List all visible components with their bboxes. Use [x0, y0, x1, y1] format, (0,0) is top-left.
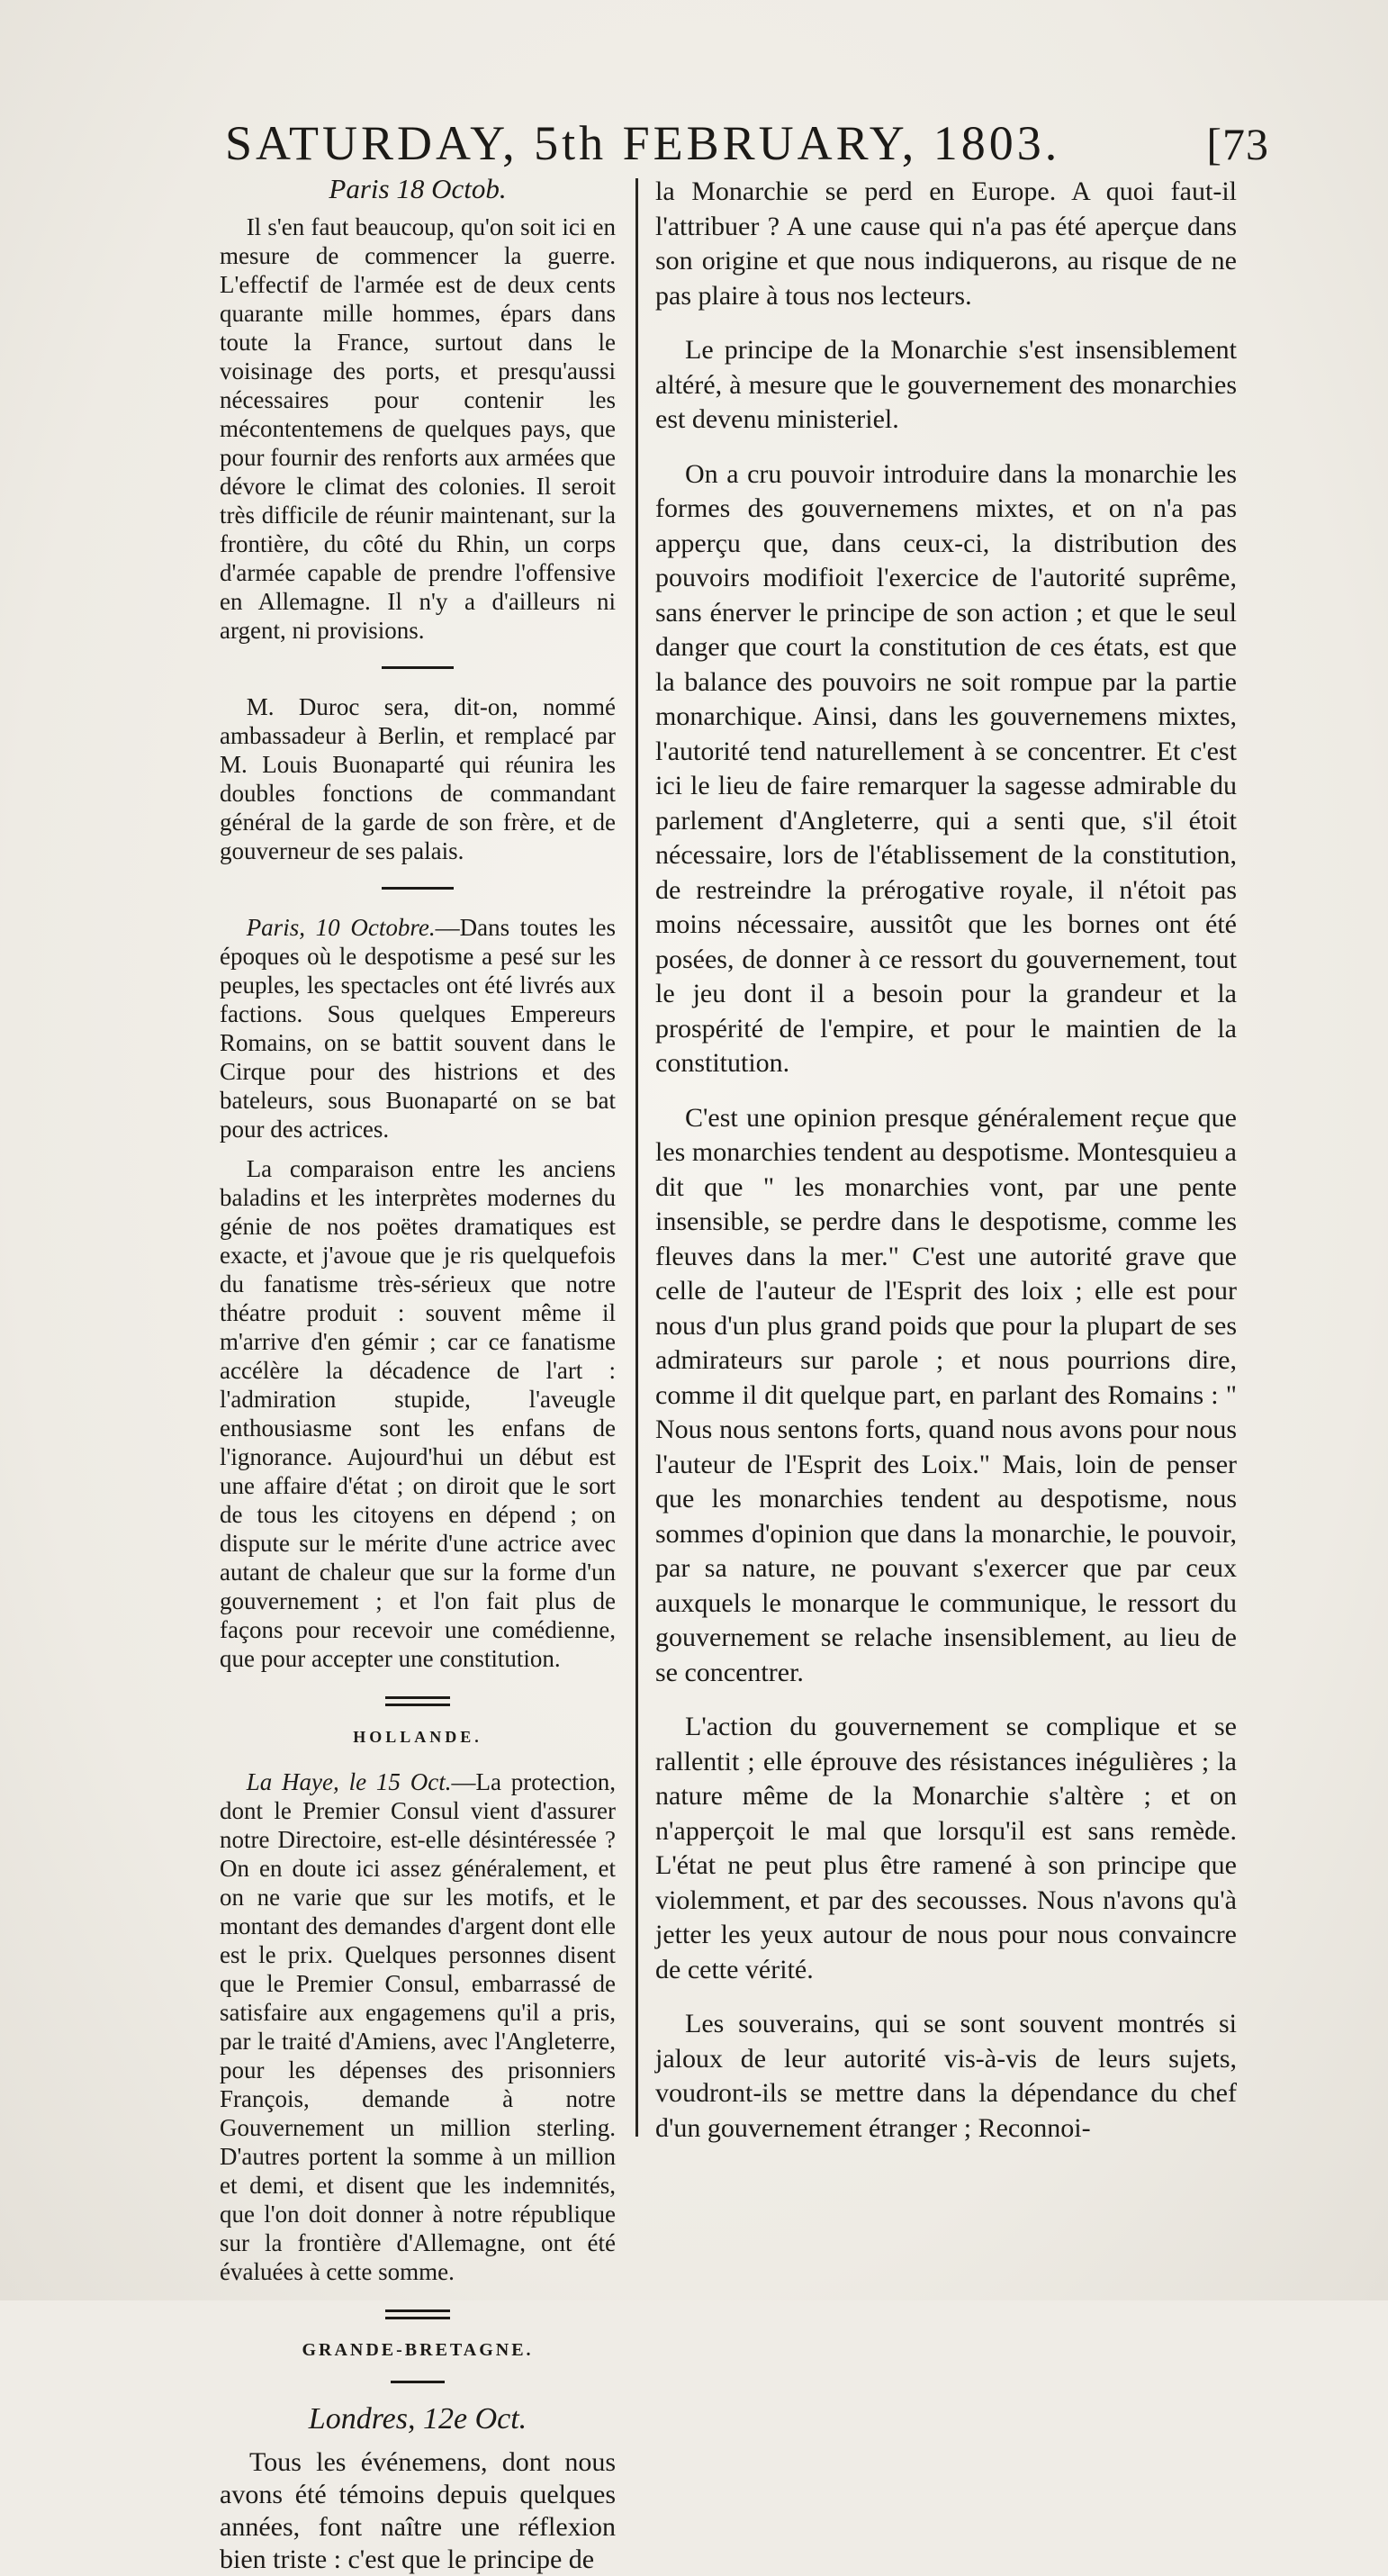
separator-rule	[391, 2381, 445, 2383]
dateline-la-haye: La Haye, le 15 Oct.	[246, 1768, 452, 1795]
article-paris-army: Il s'en faut beaucoup, qu'on soit ici en mesure de commencer la guerre. L'effectif de l'armée est de deux cents quarante mille hommes, épars dans toute la France, surtout dans le voisinage des ports, et presqu'aussi nécessaires pour contenir les mécontentemens de quelques pays, que pour fournir des renforts aux armées que dévore le climat des colonies. Il seroit très difficile de réunir maintenant, sur la frontière, du côté du Rhin, un corps d'armée capable de prendre l'offensive en Allemagne. Il n'y a d'ailleurs ni argent, ni provisions.	[220, 213, 616, 644]
separator-rule	[382, 887, 454, 890]
double-separator	[385, 2309, 450, 2319]
article-duroc: M. Duroc sera, dit-on, nommé ambassadeur à Berlin, et remplacé par M. Louis Buonaparté qui réunira les doubles fonctions de commandant général de la garde de son frère, et de gouverneur de ses palais.	[220, 693, 616, 864]
article-la-haye	[220, 1767, 616, 2286]
left-column	[220, 175, 616, 2576]
article-spectacles-text: —Dans toutes les époques où le despotisme a pesé sur les peuples, les spectacles ont été livrés aux factions. Sous quelques Empereurs Romains, on se battit souvent dans le Cirque pour des histrions et des bateleurs, sous Buonaparté on se bat pour des actrices.	[220, 914, 616, 1143]
article-comparaison: La comparaison entre les anciens baladins et les interprètes modernes du génie de nos poëtes dramatiques est exacte, et j'avoue que je ris quelquefois du fanatisme très-sérieux que notre théatre produit : souvent même il m'arrive d'en gémir ; car ce fanatisme accélère la décadence de l'art : l'admiration stupide, l'aveugle enthousiasme sont les enfans de l'ignorance. Aujourd'hui un début est une affaire d'état ; on diroit que le sort de tous les citoyens en dépend ; on dispute sur le mérite d'une actrice avec autant de chaleur que sur la forme d'un gouvernement ; et l'on fait plus de façons pour recevoir une comédienne, que pour accepter une constitution.	[220, 1155, 616, 1672]
article-principe: Le principe de la Monarchie s'est insensiblement altéré, à mesure que le gouvernement des monarchies est devenu ministeriel.	[655, 335, 1237, 434]
dateline-paris-18: Paris 18 Octob.	[329, 173, 507, 204]
masthead	[225, 115, 1269, 178]
column-divider	[635, 178, 638, 2137]
section-grande-bretagne: GRANDE-BRETAGNE.	[302, 2340, 534, 2360]
dateline-paris-10: Paris, 10 Octobre.	[246, 914, 436, 941]
right-column	[655, 175, 1237, 2146]
issue-date: SATURDAY, 5th FEBRUARY, 1803.	[225, 116, 1061, 170]
article-londres-start: Tous les événemens, dont nous avons été témoins depuis quelques années, font naître une réflexion bien triste : c'est que le principe de	[220, 2447, 616, 2574]
separator-rule	[382, 666, 454, 669]
article-monarchie-cont: la Monarchie se perd en Europe. A quoi faut-il l'attribuer ? A une cause qui n'a pas été aperçue dans son origine et que nous indiquerons, au risque de ne pas plaire à tous nos lecteurs.	[655, 176, 1237, 311]
article-despotisme: C'est une opinion presque généralement reçue que les monarchies tendent au despotisme. Montesquieu a dit que " les monarchies vont, par une pente insensible, se perdre dans le despotisme, comme les fleuves dans la mer." C'est une autorité grave que celle de l'auteur de l'Esprit des loix ; elle est pour nous d'un plus grand poids que pour la plupart de ses admirateurs sur parole ; et nous pourrions dire, comme il dit quelque part, en parlant des Romains : " Nous nous sentons forts, quand nous avons pour nous l'auteur de l'Esprit des Loix." Mais, loin de penser que les monarchies tendent au despotisme, nous sommes d'opinion que dans la monarchie, le pouvoir, par sa nature, ne pouvant s'exercer que par ceux auxquels le monarque le communique, le ressort du gouvernement se relache insensiblement, au lieu de se concentrer.	[655, 1102, 1237, 1687]
double-separator	[385, 1696, 450, 1706]
page-number: [73	[1206, 119, 1269, 169]
dateline-londres: Londres, 12e Oct.	[308, 2402, 527, 2436]
article-action-gouvernement: L'action du gouvernement se complique et se rallentit ; elle éprouve des résistances inégulières ; la nature même de la Monarchie s'altère ; et on n'apperçoit le mal que lorsqu'il est sans remède. L'état ne peut plus être ramené à son principe que violemment, et par des secousses. Nous n'avons qu'à jetter les yeux autour de nous pour nous convaincre de cette vérité.	[655, 1712, 1237, 1984]
section-hollande: HOLLANDE.	[353, 1728, 482, 1746]
article-souverains: Les souverains, qui se sont souvent montrés si jaloux de leur autorité vis-à-vis de leurs sujets, voudront-ils se mettre dans la dépendance du chef d'un gouvernement étranger ; Reconnoi-	[655, 2009, 1237, 2143]
article-la-haye-text: —La protection, dont le Premier Consul vient d'assurer notre Directoire, est-elle désintéressée ? On en doute ici assez généralement, et on ne varie que sur les motifs, et le montant des demandes d'argent dont elle est le prix. Quelques personnes disent que le Premier Consul, embarrassé de satisfaire aux engagemens qu'il a pris, par le traité d'Amiens, avec l'Angleterre, pour les dépenses des prisonniers François, demande à notre Gouvernement un million sterling. D'autres portent la somme à un million et demi, et disent que les indemnités, que l'on doit donner à notre république sur la frontière d'Allemagne, ont été évaluées à cette somme.	[220, 1768, 616, 2285]
article-paris-10	[220, 913, 616, 1143]
article-gouvernemens-mixtes: On a cru pouvoir introduire dans la monarchie les formes des gouvernemens mixtes, et on n'a pas apperçu que, dans ceux-ci, la distribution des pouvoirs modifioit l'exercice de l'autorité suprême, sans énerver le principe de son action ; et que le seul danger que court la constitution de ces états, est que la balance des pouvoirs ne soit rompue par la partie monarchique. Ainsi, dans les gouvernemens mixtes, l'autorité tend naturellement à se concentrer. Et c'est ici le lieu de faire remarquer la sagesse admirable du parlement d'Angleterre, qui a senti que, s'il étoit nécessaire, lors de l'établissement de la constitution, de restreindre la prérogative royale, il n'étoit pas moins nécessaire, aussitôt que les bornes ont été posées, de donner à ce ressort du gouvernement, tout le jeu dont il a besoin pour la grandeur et la prospérité de l'empire, et pour le maintien de la constitution.	[655, 458, 1237, 1078]
